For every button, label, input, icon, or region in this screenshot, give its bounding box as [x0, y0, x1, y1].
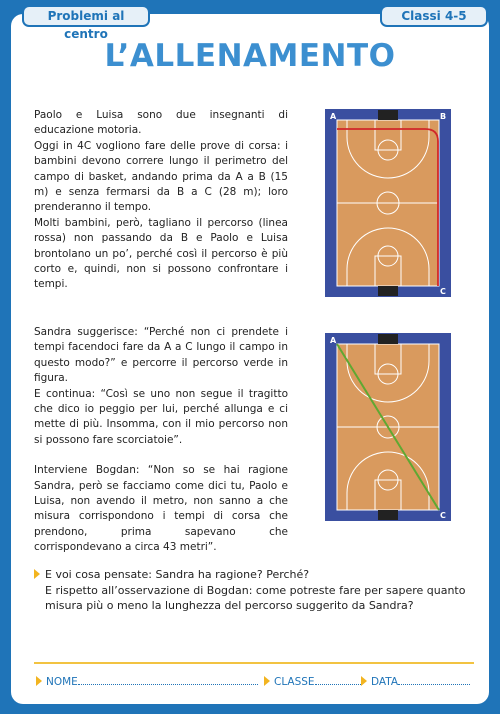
court-1-label-b: B	[440, 112, 447, 121]
arrow-bullet-icon	[264, 676, 270, 686]
class-field[interactable]	[264, 675, 361, 688]
section-1-text	[34, 108, 288, 293]
court-diagram-red-path	[325, 109, 451, 297]
section-2-paragraph-3: Interviene Bogdan: “Non so se hai ragione Sandra, però se facciamo come dici tu, Paolo e Luisa, non avendo il metro, non sanno a che misura corrispondono i tempi di corsa che prendono, prima sapevano che corrispondevano a circa 43 metri”.	[34, 464, 288, 554]
arrow-bullet-icon	[361, 676, 367, 686]
arrow-bullet-icon	[34, 569, 40, 579]
date-label: DATA	[371, 676, 399, 688]
name-label: NOME	[46, 676, 78, 688]
name-blank[interactable]	[78, 675, 258, 685]
grade-tag: Classi 4-5	[380, 5, 488, 27]
court-1-label-a: A	[330, 112, 337, 121]
section-1-paragraph-2: Oggi in 4C vogliono fare delle prove di corsa: i bambini devono correre lungo il perimetro del campo di basket, andando prima da A a B (15 m) e senza fermarsi da B a C (28 m); loro prenderanno il tempo.	[34, 139, 288, 214]
page-title: L’ALLENAMENTO	[104, 38, 396, 74]
section-2-paragraph-2: E continua: “Così se uno non segue il tragitto che dico io peggio per lui, perché allunga e ci mette di più. Insomma, con il mio percorso non si possono fare scorciatoie”.	[34, 387, 288, 446]
footer-divider	[34, 662, 474, 664]
arrow-bullet-icon	[36, 676, 42, 686]
court-diagram-green-path	[325, 333, 451, 521]
date-field[interactable]	[361, 675, 470, 688]
question-1: E voi cosa pensate: Sandra ha ragione? Perché?	[34, 567, 474, 583]
basket-top	[378, 110, 398, 120]
basket-top	[378, 334, 398, 344]
section-2-paragraph-1: Sandra suggerisce: “Perché non ci prendete i tempi facendoci fare da A a C lungo il campo in questo modo?” e percorre il percorso verde in figura.	[34, 326, 288, 385]
question-2-line-2: misura più o meno la lunghezza del percorso suggerito da Sandra?	[45, 599, 414, 612]
section-2-text	[34, 325, 288, 556]
court-2-label-c: C	[440, 511, 446, 520]
name-field[interactable]	[36, 675, 258, 688]
court-1-label-c: C	[440, 287, 446, 296]
class-label: CLASSE	[274, 676, 315, 688]
section-1-paragraph-3: Molti bambini, però, tagliano il percorso (linea rossa) non passando da B e Paolo e Luisa brontolano un po’, perché così il percorso è più corto e, quindi, non si possono confrontare i tempi.	[34, 216, 288, 291]
date-blank[interactable]	[398, 675, 470, 685]
basket-bottom	[378, 286, 398, 296]
questions-block	[34, 567, 474, 614]
series-tag: Problemi al centro	[22, 5, 150, 27]
question-2-line-1: E rispetto all’osservazione di Bogdan: come potreste fare per sapere quanto	[45, 583, 466, 597]
class-blank[interactable]	[315, 675, 361, 685]
basket-bottom	[378, 510, 398, 520]
court-2-label-a: A	[330, 336, 337, 345]
section-1-paragraph-1: Paolo e Luisa sono due insegnanti di educazione motoria.	[34, 109, 288, 137]
